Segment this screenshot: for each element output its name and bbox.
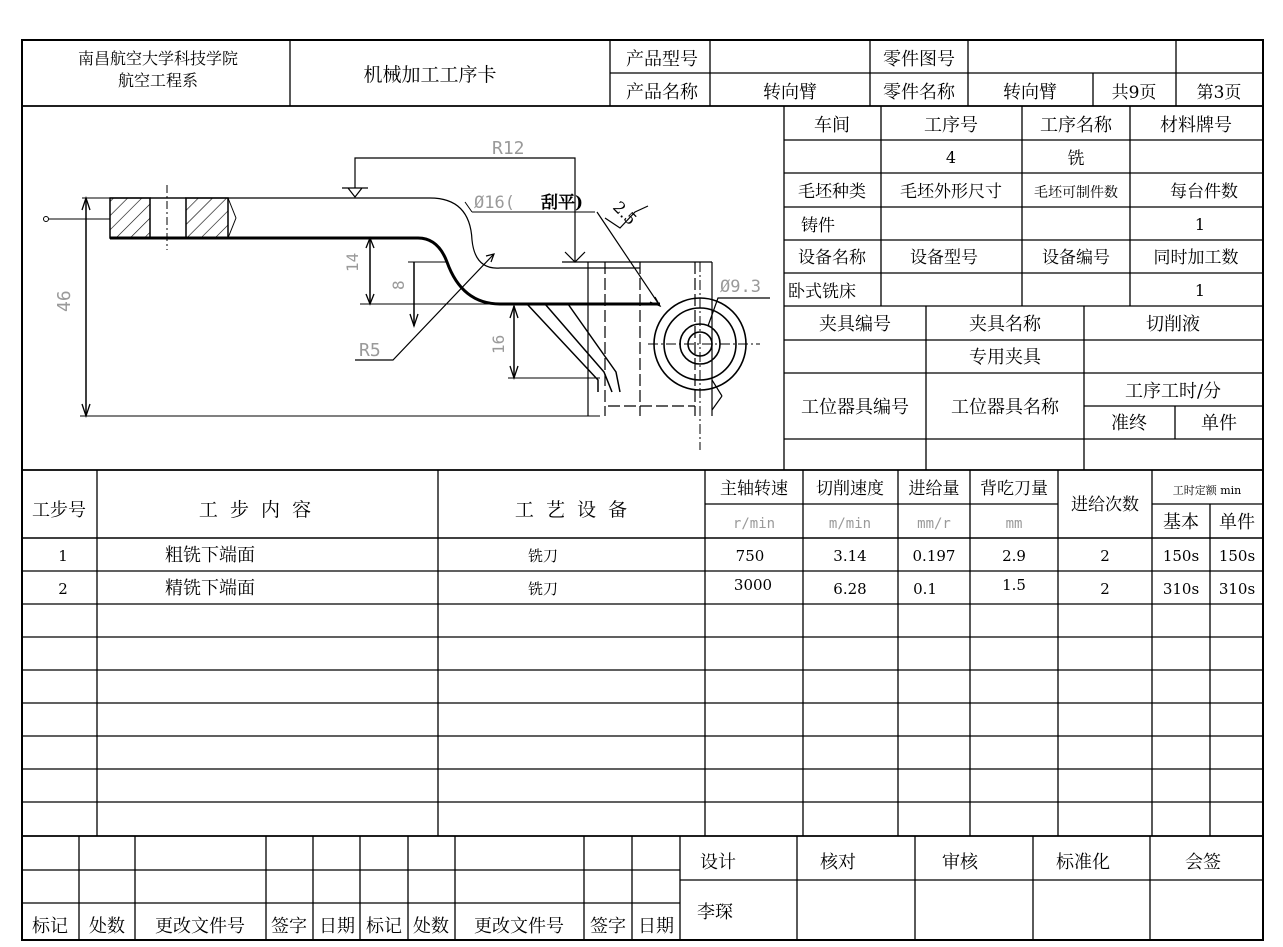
step-unit-time: 310s bbox=[1218, 580, 1256, 598]
change-doc-label: 更改文件号 bbox=[155, 916, 245, 937]
part-name-value: 转向臂 bbox=[1003, 82, 1057, 103]
dim-14: 14 bbox=[343, 252, 362, 272]
dim-phi9-3: Ø9.3 bbox=[720, 277, 761, 297]
date-label: 日期 bbox=[319, 916, 355, 937]
step-no: 2 bbox=[58, 580, 68, 598]
dim-r5: R5 bbox=[359, 340, 381, 361]
simultaneous-value: 1 bbox=[1194, 281, 1206, 300]
step-feed: 0.1 bbox=[913, 580, 937, 598]
dim-46: 46 bbox=[54, 290, 75, 312]
section-hatch bbox=[110, 198, 150, 238]
step-depth: 1.5 bbox=[1002, 576, 1026, 594]
step-content: 精铣下端面 bbox=[165, 578, 255, 599]
col-basic: 基本 bbox=[1163, 512, 1199, 533]
step-no: 1 bbox=[58, 547, 68, 565]
step-basic-time: 150s bbox=[1162, 547, 1200, 565]
part-drawing-no-label: 零件图号 bbox=[883, 49, 955, 70]
step-content: 粗铣下端面 bbox=[165, 545, 255, 566]
dim-16: 16 bbox=[489, 334, 508, 354]
op-no-value: 4 bbox=[945, 148, 957, 167]
step-row-1 bbox=[58, 545, 1255, 566]
sign-label: 签字 bbox=[271, 916, 307, 937]
op-name-label: 工序名称 bbox=[1040, 115, 1112, 136]
coolant-label: 切削液 bbox=[1146, 314, 1200, 335]
blank-type-value: 铸件 bbox=[801, 216, 835, 236]
material-label: 材料牌号 bbox=[1160, 115, 1232, 136]
table-grid bbox=[22, 40, 1263, 940]
check-label: 核对 bbox=[820, 852, 856, 873]
dim-8: 8 bbox=[389, 280, 408, 290]
design-label: 设计 bbox=[700, 852, 736, 873]
step-spindle: 3000 bbox=[733, 576, 773, 594]
unit-cutting-speed: m/min bbox=[828, 516, 872, 532]
step-feed: 0.197 bbox=[912, 547, 956, 565]
product-model-label: 产品型号 bbox=[626, 49, 698, 70]
dim-phi16: Ø16( bbox=[474, 193, 515, 213]
standardization-label: 标准化 bbox=[1056, 852, 1110, 873]
col-step-no: 工步号 bbox=[32, 500, 86, 521]
step-equipment: 铣刀 bbox=[527, 547, 559, 565]
unit-time-label: 单件 bbox=[1201, 413, 1237, 434]
step-table-header bbox=[32, 479, 1255, 533]
review-label: 审核 bbox=[942, 852, 978, 873]
fixture-name-value: 专用夹具 bbox=[969, 347, 1041, 368]
col-depth: 背吃刀量 bbox=[980, 479, 1048, 499]
mark-label: 标记 bbox=[32, 916, 68, 937]
part-drawing bbox=[44, 158, 771, 450]
col-step-content: 工 步 内 容 bbox=[198, 499, 312, 521]
col-time-quota: 工时定额 min bbox=[1172, 484, 1242, 497]
section-hatch bbox=[186, 198, 228, 238]
org-name: 南昌航空大学科技学院 bbox=[77, 49, 239, 68]
change-doc-label: 更改文件号 bbox=[474, 916, 564, 937]
blank-type-label: 毛坯种类 bbox=[798, 182, 866, 202]
step-depth: 2.9 bbox=[1002, 547, 1026, 565]
col-spindle: 主轴转速 bbox=[720, 479, 788, 499]
countersign-label: 会签 bbox=[1185, 852, 1221, 873]
count-label: 处数 bbox=[413, 916, 449, 937]
equip-name-value: 卧式铣床 bbox=[788, 282, 856, 302]
step-row-2 bbox=[58, 576, 1255, 599]
footer-block bbox=[32, 852, 1221, 937]
fixture-no-label: 夹具编号 bbox=[819, 314, 891, 335]
equip-name-label: 设备名称 bbox=[798, 248, 866, 268]
step-spindle: 750 bbox=[735, 547, 765, 565]
step-passes: 2 bbox=[1100, 580, 1110, 598]
count-label: 处数 bbox=[89, 916, 125, 937]
unit-depth: mm bbox=[1005, 516, 1023, 532]
equip-model-label: 设备型号 bbox=[910, 248, 978, 268]
product-name-value: 转向臂 bbox=[763, 82, 817, 103]
dim-r12: R12 bbox=[492, 138, 525, 159]
fixture-name-label: 夹具名称 bbox=[969, 314, 1041, 335]
step-speed: 6.28 bbox=[833, 580, 867, 598]
mark-label: 标记 bbox=[366, 916, 402, 937]
col-feed: 进给量 bbox=[908, 479, 960, 499]
workshop-label: 车间 bbox=[814, 115, 850, 136]
dim-roughness: 2.5 bbox=[609, 197, 641, 229]
per-unit-value: 1 bbox=[1194, 215, 1206, 234]
op-name-value: 铣 bbox=[1067, 149, 1085, 169]
blank-count-label: 毛坯可制件数 bbox=[1034, 185, 1118, 201]
col-cutting-speed: 切削速度 bbox=[816, 479, 884, 499]
designer-name: 李琛 bbox=[697, 902, 733, 923]
total-pages: 共9页 bbox=[1111, 83, 1157, 103]
product-name-label: 产品名称 bbox=[626, 82, 698, 103]
station-tool-no-label: 工位器具编号 bbox=[801, 397, 909, 418]
page-number: 第3页 bbox=[1196, 83, 1242, 103]
card-title: 机械加工工序卡 bbox=[363, 64, 497, 86]
step-unit-time: 150s bbox=[1218, 547, 1256, 565]
dept-name: 航空工程系 bbox=[117, 71, 199, 90]
part-name-label: 零件名称 bbox=[883, 82, 955, 103]
info-block bbox=[788, 115, 1239, 434]
station-tool-name-label: 工位器具名称 bbox=[951, 397, 1059, 418]
unit-feed: mm/r bbox=[917, 516, 951, 532]
col-equipment: 工 艺 设 备 bbox=[514, 499, 628, 521]
op-no-label: 工序号 bbox=[924, 115, 978, 136]
prep-time-label: 准终 bbox=[1111, 413, 1147, 434]
step-basic-time: 310s bbox=[1162, 580, 1200, 598]
header-block bbox=[78, 49, 1241, 103]
blank-size-label: 毛坯外形尺寸 bbox=[900, 182, 1002, 202]
step-passes: 2 bbox=[1100, 547, 1110, 565]
col-passes: 进给次数 bbox=[1071, 495, 1139, 515]
drawing-dimensions bbox=[54, 138, 761, 361]
per-unit-label: 每台件数 bbox=[1170, 182, 1238, 202]
simultaneous-label: 同时加工数 bbox=[1153, 248, 1239, 268]
col-unit: 单件 bbox=[1219, 512, 1255, 533]
date-label: 日期 bbox=[638, 916, 674, 937]
unit-spindle: r/min bbox=[732, 516, 776, 532]
dim-phi16-note: 刮平) bbox=[541, 193, 584, 213]
op-time-label: 工序工时/分 bbox=[1124, 381, 1222, 402]
step-speed: 3.14 bbox=[833, 547, 867, 565]
equip-no-label: 设备编号 bbox=[1042, 248, 1110, 268]
step-equipment: 铣刀 bbox=[527, 580, 559, 598]
sign-label: 签字 bbox=[590, 916, 626, 937]
